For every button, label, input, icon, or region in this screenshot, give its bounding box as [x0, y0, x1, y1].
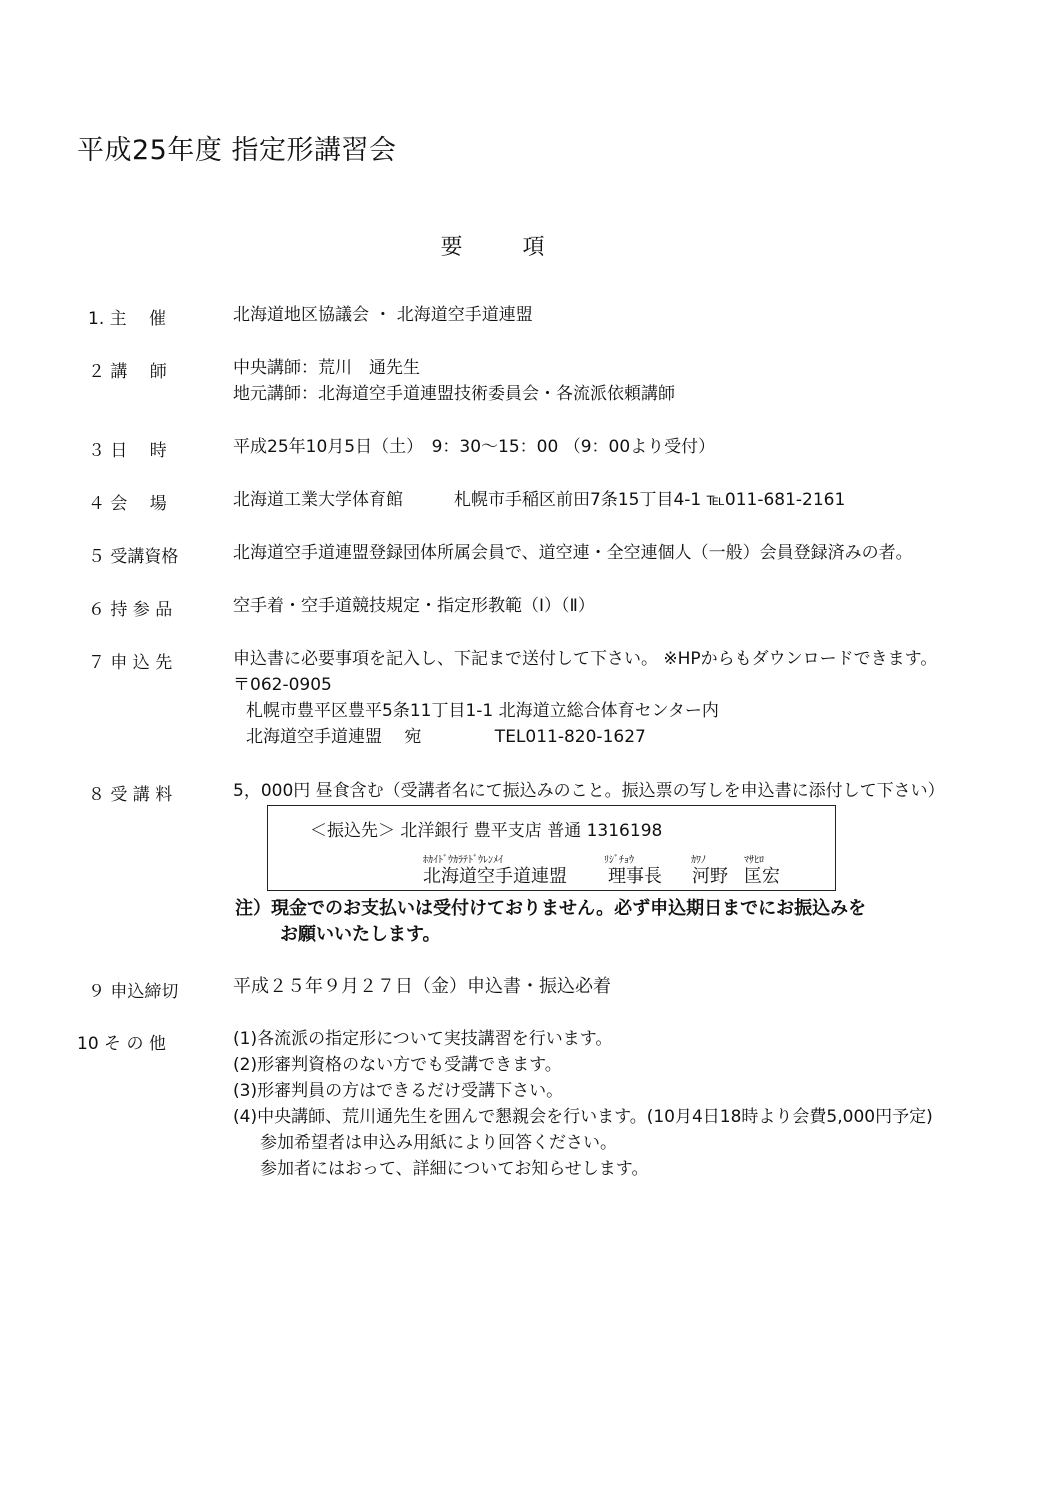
item-label: ４ 会 場 [88, 494, 167, 514]
item-line: 地元講師：北海道空手道連盟技術委員会・各流派依頼講師 [233, 384, 675, 404]
bank-transfer-box [267, 805, 836, 891]
item-label: ３ 日 時 [88, 441, 167, 461]
item-line: 平成２５年９月２７日（金）申込書・振込必着 [233, 976, 611, 997]
item-content [233, 540, 913, 566]
note-line: 注）現金でのお支払いは受付けておりません。必ず申込期日までにお振込みを [235, 898, 867, 919]
item-line: (4)中央講師、荒川通先生を囲んで懇親会を行います。(10月4日18時より会費5,000円予定) [233, 1107, 933, 1127]
account-holder-title: 理事長 [608, 866, 662, 887]
item-label: ７ 申 込 先 [88, 653, 173, 673]
item-content [233, 434, 715, 460]
item-line: (3)形審判員の方はできるだけ受講下さい。 [233, 1081, 564, 1101]
item-content [233, 355, 675, 407]
note-line: お願いいたします。 [280, 924, 441, 945]
item-content [233, 1026, 933, 1182]
item-line: 北海道空手道連盟登録団体所属会員で、道空連・全空連個人（一般）会員登録済みの者。 [233, 543, 913, 563]
item-content [233, 778, 945, 804]
item-label: ９ 申込締切 [88, 982, 179, 1002]
item-content [233, 593, 595, 619]
item-line: 平成25年10月5日（土） 9：30～15：00 （9：00より受付） [233, 437, 716, 457]
item-label: ６ 持 参 品 [88, 600, 173, 620]
section-heading: 要項 [440, 235, 605, 260]
item-line: 空手着・空手道競技規定・指定形教範（Ⅰ）（Ⅱ） [233, 596, 595, 616]
item-line: 北海道地区協議会 ・ 北海道空手道連盟 [233, 305, 533, 325]
address-line: 札幌市豊平区豊平5条11丁目1-1 北海道立総合体育センター内 [246, 701, 719, 721]
item-line: 申込書に必要事項を記入し、下記まで送付して下さい。 ※HPからもダウンロードできます。 [233, 649, 938, 669]
given-furigana: ﾏｻﾋﾛ [744, 855, 764, 866]
document-title: 平成25年度 指定形講習会 [77, 135, 397, 166]
item-content [233, 646, 937, 750]
item-line: (2)形審判資格のない方でも受講できます。 [233, 1055, 562, 1075]
item-label: 10 そ の 他 [77, 1034, 166, 1054]
item-label: ２ 講 師 [88, 362, 167, 382]
item-line: 中央講師：荒川 通先生 [233, 358, 420, 378]
account-holder-org: 北海道空手道連盟 [423, 866, 567, 887]
item-line: 5，000円 昼食含む（受講者名にて振込みのこと。振込票の写しを申込書に添付して下さい） [233, 781, 945, 801]
postal-code: 〒062-0905 [233, 675, 332, 695]
title-furigana: ﾘｼﾞﾁｮｳ [604, 855, 634, 866]
bank-account-line: ＜振込先＞ 北洋銀行 豊平支店 普通 1316198 [310, 821, 663, 841]
item-content [233, 487, 845, 513]
item-line: (1)各流派の指定形について実技講習を行います。 [233, 1029, 613, 1049]
account-holder-family: 河野 [692, 866, 728, 887]
item-label: 1. 主 催 [88, 309, 167, 329]
item-line: 参加者にはおって、詳細についてお知らせします。 [260, 1159, 649, 1179]
item-content [233, 302, 533, 328]
recipient-line: 北海道空手道連盟 宛 TEL011-820-1627 [246, 727, 646, 747]
org-furigana: ﾎｶｲﾄﾞｳｶﾗﾃﾄﾞｳﾚﾝﾒｲ [423, 855, 503, 866]
item-content [233, 974, 611, 1000]
item-label: ８ 受 講 料 [88, 785, 173, 805]
item-label: ５ 受講資格 [88, 547, 179, 567]
payment-note [235, 895, 866, 947]
item-line: 参加希望者は申込み用紙により回答ください。 [260, 1133, 617, 1153]
account-holder-given: 匡宏 [744, 866, 780, 887]
item-line: 北海道工業大学体育館 札幌市手稲区前田7条15丁目4-1 ℡011-681-2161 [233, 490, 846, 510]
family-furigana: ｶﾜﾉ [691, 855, 706, 866]
